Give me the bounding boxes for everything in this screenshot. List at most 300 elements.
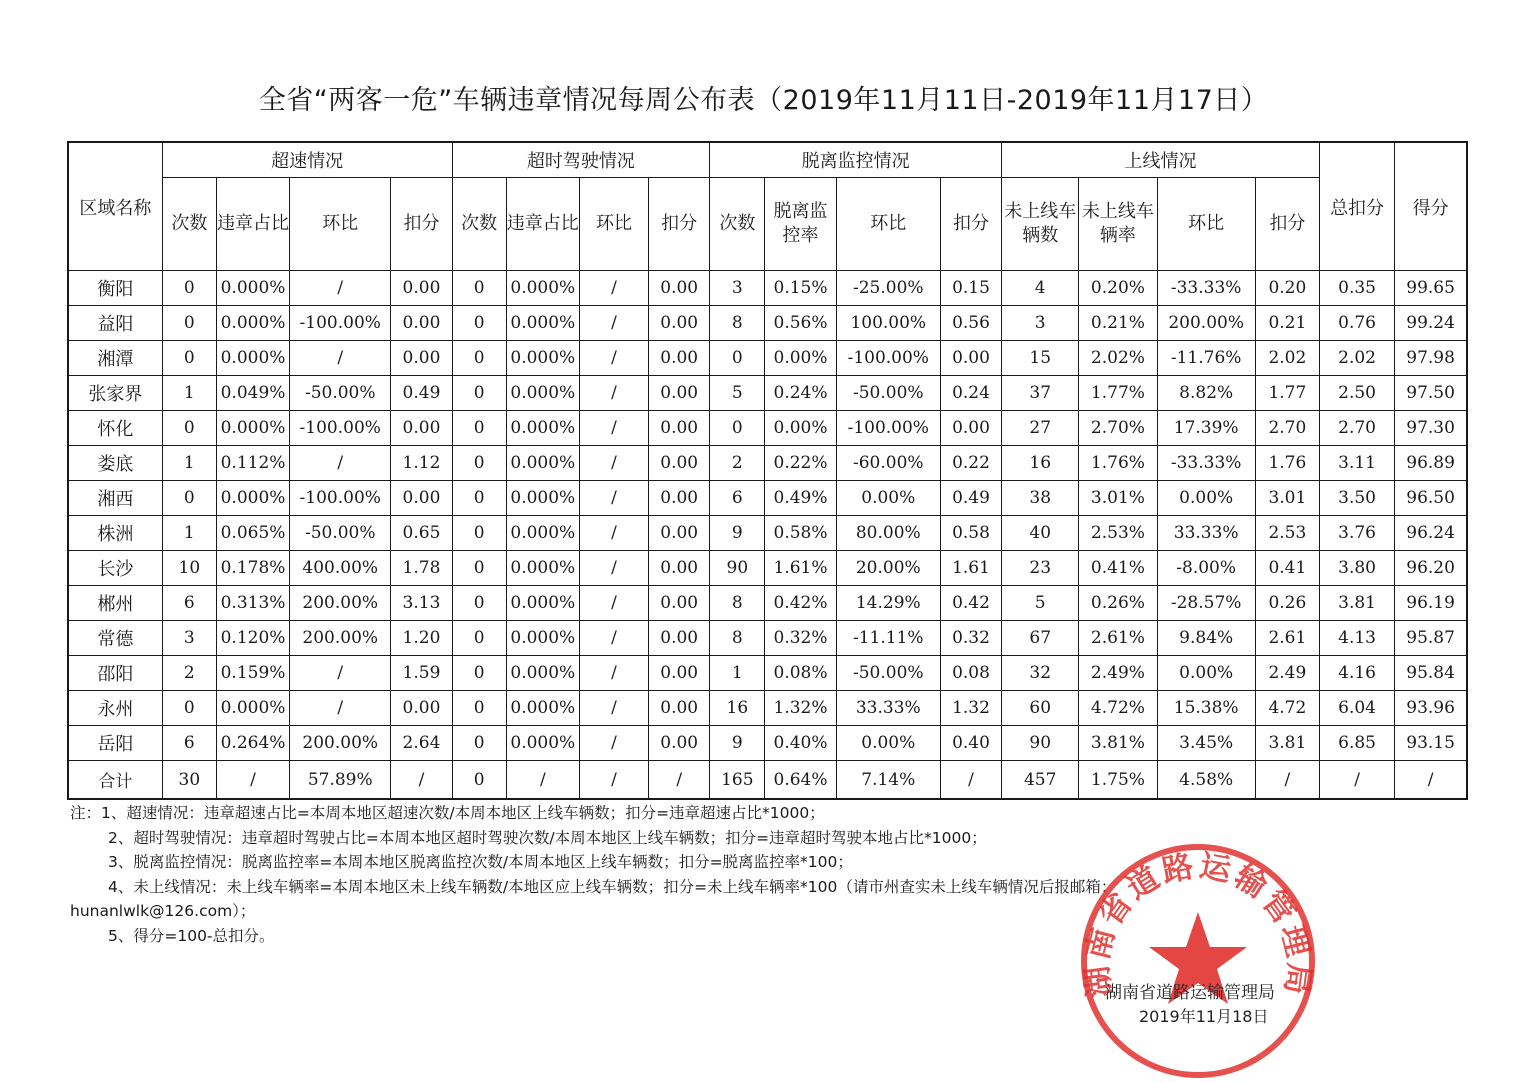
cell-overtime-deduct: 0.00 [649,551,710,586]
cell-overtime-ratio: 0.000% [506,341,579,376]
note-line: 5、得分=100-总扣分。 [108,926,275,945]
cell-overtime-mom: / [579,306,648,341]
cell-overtime-deduct: 0.00 [649,656,710,691]
cell-online-mom: 0.00% [1157,656,1255,691]
cell-online-deduct: 2.49 [1255,656,1319,691]
header-online-mom: 环比 [1157,178,1255,271]
cell-overtime-mom: / [579,481,648,516]
cell-speeding-ratio: 0.313% [216,586,289,621]
cell-online-deduct: 3.81 [1255,726,1319,761]
cell-region: 怀化 [68,411,162,446]
note-line: 4、未上线情况：未上线车辆率=本周本地区未上线车辆数/本地区应上线车辆数；扣分=未上线车辆率*100（请市州查实未上线车辆情况后报邮箱： [108,877,1117,896]
cell-offline-deduct: 0.24 [940,376,1001,411]
cell-online-mom: 200.00% [1157,306,1255,341]
cell-offline-rate: 0.32% [765,621,836,656]
cell-online-missing-rate: 2.02% [1079,341,1157,376]
total-speeding-deduct: / [391,761,452,800]
cell-overtime-ratio: 0.000% [506,621,579,656]
cell-overtime-count: 0 [452,341,506,376]
total-offline-deduct: / [940,761,1001,800]
cell-overtime-count: 0 [452,586,506,621]
cell-region: 益阳 [68,306,162,341]
table-row [68,306,1467,341]
cell-region: 邵阳 [68,656,162,691]
total-region: 合计 [68,761,162,800]
header-offline-mom: 环比 [836,178,940,271]
cell-online-missing: 16 [1002,446,1079,481]
cell-offline-count: 9 [710,516,765,551]
cell-online-deduct: 2.70 [1255,411,1319,446]
cell-overtime-count: 0 [452,551,506,586]
cell-online-missing-rate: 0.41% [1079,551,1157,586]
cell-region: 郴州 [68,586,162,621]
table-row [68,726,1467,761]
header-score: 得分 [1395,142,1467,271]
header-offline-deduct: 扣分 [940,178,1001,271]
cell-offline-count: 8 [710,621,765,656]
cell-speeding-mom: -100.00% [290,306,391,341]
cell-offline-count: 8 [710,306,765,341]
cell-speeding-mom: -100.00% [290,481,391,516]
header-speeding-mom: 环比 [290,178,391,271]
cell-overtime-mom: / [579,726,648,761]
cell-speeding-count: 0 [162,306,216,341]
cell-offline-mom: 20.00% [836,551,940,586]
cell-region: 衡阳 [68,271,162,306]
cell-speeding-ratio: 0.264% [216,726,289,761]
cell-offline-mom: -25.00% [836,271,940,306]
cell-online-missing-rate: 2.70% [1079,411,1157,446]
cell-speeding-mom: -100.00% [290,411,391,446]
cell-offline-mom: -60.00% [836,446,940,481]
table-row [68,516,1467,551]
cell-overtime-deduct: 0.00 [649,271,710,306]
cell-offline-rate: 0.42% [765,586,836,621]
cell-offline-mom: -50.00% [836,656,940,691]
cell-speeding-deduct: 2.64 [391,726,452,761]
cell-online-mom: -28.57% [1157,586,1255,621]
cell-total-deduct: 2.70 [1319,411,1394,446]
cell-online-missing-rate: 1.76% [1079,446,1157,481]
cell-total-deduct: 2.02 [1319,341,1394,376]
cell-total-deduct: 3.50 [1319,481,1394,516]
cell-online-mom: -11.76% [1157,341,1255,376]
total-offline-mom: 7.14% [836,761,940,800]
cell-score: 96.50 [1395,481,1467,516]
cell-offline-count: 1 [710,656,765,691]
cell-speeding-mom: -50.00% [290,516,391,551]
cell-online-missing: 67 [1002,621,1079,656]
cell-offline-count: 9 [710,726,765,761]
cell-total-deduct: 4.16 [1319,656,1394,691]
cell-offline-rate: 0.08% [765,656,836,691]
cell-offline-rate: 0.56% [765,306,836,341]
cell-overtime-mom: / [579,446,648,481]
cell-online-missing-rate: 1.77% [1079,376,1157,411]
cell-online-mom: 15.38% [1157,691,1255,726]
cell-speeding-ratio: 0.000% [216,691,289,726]
cell-speeding-ratio: 0.049% [216,376,289,411]
header-offline-count: 次数 [710,178,765,271]
cell-online-missing-rate: 2.61% [1079,621,1157,656]
cell-offline-deduct: 0.08 [940,656,1001,691]
cell-region: 湘西 [68,481,162,516]
cell-offline-mom: -100.00% [836,411,940,446]
header-online-missing: 未上线车辆数 [1002,178,1079,271]
cell-speeding-count: 0 [162,691,216,726]
cell-overtime-mom: / [579,376,648,411]
cell-region: 常德 [68,621,162,656]
cell-speeding-deduct: 1.59 [391,656,452,691]
cell-speeding-mom: / [290,341,391,376]
cell-online-missing-rate: 4.72% [1079,691,1157,726]
header-region: 区域名称 [68,142,162,271]
cell-speeding-count: 0 [162,341,216,376]
cell-total-deduct: 3.11 [1319,446,1394,481]
cell-overtime-mom: / [579,691,648,726]
cell-online-missing: 60 [1002,691,1079,726]
cell-overtime-deduct: 0.00 [649,586,710,621]
cell-online-mom: 8.82% [1157,376,1255,411]
table-row [68,586,1467,621]
cell-speeding-deduct: 0.00 [391,341,452,376]
cell-online-missing: 15 [1002,341,1079,376]
header-overtime: 超时驾驶情况 [452,142,710,178]
cell-score: 97.98 [1395,341,1467,376]
cell-online-missing: 32 [1002,656,1079,691]
cell-region: 湘潭 [68,341,162,376]
cell-online-deduct: 0.20 [1255,271,1319,306]
total-speeding-mom: 57.89% [290,761,391,800]
cell-overtime-ratio: 0.000% [506,586,579,621]
cell-speeding-count: 6 [162,586,216,621]
cell-offline-mom: 100.00% [836,306,940,341]
cell-online-mom: -33.33% [1157,446,1255,481]
cell-offline-rate: 1.32% [765,691,836,726]
cell-overtime-mom: / [579,341,648,376]
cell-overtime-count: 0 [452,516,506,551]
cell-overtime-mom: / [579,516,648,551]
cell-overtime-ratio: 0.000% [506,726,579,761]
cell-online-deduct: 0.21 [1255,306,1319,341]
cell-speeding-ratio: 0.159% [216,656,289,691]
table-row [68,376,1467,411]
table-row [68,341,1467,376]
cell-speeding-deduct: 0.49 [391,376,452,411]
cell-region: 张家界 [68,376,162,411]
cell-region: 岳阳 [68,726,162,761]
total-overtime-ratio: / [506,761,579,800]
cell-offline-rate: 0.22% [765,446,836,481]
cell-speeding-ratio: 0.112% [216,446,289,481]
cell-online-missing-rate: 0.26% [1079,586,1157,621]
cell-speeding-ratio: 0.000% [216,411,289,446]
cell-overtime-mom: / [579,551,648,586]
cell-online-mom: -8.00% [1157,551,1255,586]
cell-offline-deduct: 0.32 [940,621,1001,656]
cell-online-missing-rate: 3.01% [1079,481,1157,516]
svg-text:湖南省道路运输管理局: 湖南省道路运输管理局 [1078,847,1318,1000]
cell-speeding-mom: 200.00% [290,586,391,621]
cell-overtime-count: 0 [452,621,506,656]
cell-speeding-ratio: 0.178% [216,551,289,586]
total-online-mom: 4.58% [1157,761,1255,800]
cell-online-missing-rate: 0.20% [1079,271,1157,306]
cell-score: 96.24 [1395,516,1467,551]
cell-overtime-count: 0 [452,691,506,726]
note-line: 2、超时驾驶情况：违章超时驾驶占比=本周本地区超时驾驶次数/本周本地区上线车辆数；扣分=违章超时驾驶本地占比*1000； [108,828,987,847]
cell-offline-deduct: 0.40 [940,726,1001,761]
cell-overtime-deduct: 0.00 [649,726,710,761]
cell-offline-count: 2 [710,446,765,481]
cell-offline-deduct: 0.42 [940,586,1001,621]
total-row [68,761,1467,800]
cell-offline-deduct: 0.56 [940,306,1001,341]
cell-offline-count: 5 [710,376,765,411]
cell-offline-mom: 0.00% [836,481,940,516]
cell-speeding-ratio: 0.000% [216,481,289,516]
cell-speeding-mom: 400.00% [290,551,391,586]
total-offline-rate: 0.64% [765,761,836,800]
issuer-name: 湖南省道路运输管理局 [1105,983,1275,1003]
header-overtime-deduct: 扣分 [649,178,710,271]
cell-online-deduct: 2.61 [1255,621,1319,656]
cell-speeding-mom: -50.00% [290,376,391,411]
cell-offline-rate: 0.00% [765,341,836,376]
cell-speeding-mom: / [290,271,391,306]
cell-offline-rate: 0.40% [765,726,836,761]
cell-offline-mom: 80.00% [836,516,940,551]
cell-offline-rate: 0.00% [765,411,836,446]
total-online-missing: 457 [1002,761,1079,800]
cell-online-missing: 4 [1002,271,1079,306]
cell-offline-mom: -100.00% [836,341,940,376]
cell-offline-rate: 0.58% [765,516,836,551]
cell-score: 96.20 [1395,551,1467,586]
cell-region: 长沙 [68,551,162,586]
cell-overtime-count: 0 [452,446,506,481]
cell-online-missing: 40 [1002,516,1079,551]
cell-score: 99.65 [1395,271,1467,306]
cell-speeding-mom: / [290,691,391,726]
cell-overtime-deduct: 0.00 [649,621,710,656]
cell-total-deduct: 0.35 [1319,271,1394,306]
cell-overtime-count: 0 [452,726,506,761]
cell-overtime-ratio: 0.000% [506,376,579,411]
cell-score: 93.15 [1395,726,1467,761]
header-online-deduct: 扣分 [1255,178,1319,271]
table-row [68,481,1467,516]
cell-overtime-mom: / [579,656,648,691]
cell-online-deduct: 0.41 [1255,551,1319,586]
table-row [68,656,1467,691]
cell-online-deduct: 2.53 [1255,516,1319,551]
cell-online-deduct: 0.26 [1255,586,1319,621]
table-row [68,551,1467,586]
cell-online-deduct: 4.72 [1255,691,1319,726]
total-online-deduct: / [1255,761,1319,800]
cell-score: 96.19 [1395,586,1467,621]
cell-offline-mom: 33.33% [836,691,940,726]
cell-speeding-mom: / [290,656,391,691]
cell-total-deduct: 6.85 [1319,726,1394,761]
cell-score: 95.84 [1395,656,1467,691]
header-overtime-count: 次数 [452,178,506,271]
cell-speeding-count: 1 [162,516,216,551]
cell-speeding-count: 0 [162,271,216,306]
cell-speeding-count: 0 [162,481,216,516]
cell-overtime-count: 0 [452,656,506,691]
cell-online-mom: 0.00% [1157,481,1255,516]
cell-speeding-deduct: 1.12 [391,446,452,481]
cell-online-mom: 17.39% [1157,411,1255,446]
cell-online-missing-rate: 3.81% [1079,726,1157,761]
cell-online-missing-rate: 0.21% [1079,306,1157,341]
cell-offline-count: 3 [710,271,765,306]
cell-overtime-mom: / [579,411,648,446]
header-speeding-ratio: 违章占比 [216,178,289,271]
cell-speeding-ratio: 0.000% [216,271,289,306]
cell-score: 99.24 [1395,306,1467,341]
cell-total-deduct: 3.80 [1319,551,1394,586]
cell-online-missing: 37 [1002,376,1079,411]
cell-offline-count: 8 [710,586,765,621]
cell-overtime-mom: / [579,271,648,306]
official-seal [1077,840,1319,1082]
cell-overtime-count: 0 [452,271,506,306]
cell-online-mom: 33.33% [1157,516,1255,551]
cell-total-deduct: 6.04 [1319,691,1394,726]
cell-online-missing: 27 [1002,411,1079,446]
total-overtime-deduct: / [649,761,710,800]
header-total-deduct: 总扣分 [1319,142,1394,271]
cell-speeding-deduct: 1.78 [391,551,452,586]
cell-region: 娄底 [68,446,162,481]
cell-offline-deduct: 0.00 [940,411,1001,446]
cell-overtime-ratio: 0.000% [506,411,579,446]
cell-offline-count: 6 [710,481,765,516]
total-speeding-count: 30 [162,761,216,800]
cell-speeding-ratio: 0.065% [216,516,289,551]
total-offline-count: 165 [710,761,765,800]
cell-online-missing: 90 [1002,726,1079,761]
cell-offline-count: 0 [710,411,765,446]
cell-total-deduct: 3.81 [1319,586,1394,621]
cell-offline-rate: 0.15% [765,271,836,306]
cell-score: 95.87 [1395,621,1467,656]
cell-overtime-deduct: 0.00 [649,446,710,481]
cell-offline-mom: 0.00% [836,726,940,761]
cell-offline-mom: -50.00% [836,376,940,411]
cell-speeding-deduct: 0.65 [391,516,452,551]
cell-total-deduct: 2.50 [1319,376,1394,411]
cell-online-deduct: 1.76 [1255,446,1319,481]
page-title: 全省“两客一危”车辆违章情况每周公布表（2019年11月11日-2019年11月17日） [258,85,1269,116]
cell-online-missing: 5 [1002,586,1079,621]
cell-speeding-deduct: 0.00 [391,481,452,516]
cell-overtime-mom: / [579,586,648,621]
cell-speeding-deduct: 1.20 [391,621,452,656]
header-speeding-deduct: 扣分 [391,178,452,271]
cell-overtime-ratio: 0.000% [506,551,579,586]
header-overtime-ratio: 违章占比 [506,178,579,271]
header-online-missing-rate: 未上线车辆率 [1079,178,1157,271]
cell-speeding-count: 3 [162,621,216,656]
cell-speeding-count: 10 [162,551,216,586]
cell-speeding-mom: 200.00% [290,726,391,761]
header-speeding-count: 次数 [162,178,216,271]
cell-online-missing: 3 [1002,306,1079,341]
header-speeding: 超速情况 [162,142,452,178]
cell-overtime-ratio: 0.000% [506,271,579,306]
violation-table [67,141,1468,800]
total-overtime-mom: / [579,761,648,800]
cell-score: 97.50 [1395,376,1467,411]
cell-overtime-ratio: 0.000% [506,306,579,341]
header-offline: 脱离监控情况 [710,142,1002,178]
cell-online-missing: 38 [1002,481,1079,516]
cell-online-missing-rate: 2.53% [1079,516,1157,551]
cell-region: 永州 [68,691,162,726]
cell-offline-deduct: 0.22 [940,446,1001,481]
cell-total-deduct: 0.76 [1319,306,1394,341]
cell-speeding-deduct: 3.13 [391,586,452,621]
cell-offline-count: 90 [710,551,765,586]
cell-score: 93.96 [1395,691,1467,726]
header-offline-rate: 脱离监控率 [765,178,836,271]
cell-offline-count: 0 [710,341,765,376]
table-row [68,621,1467,656]
cell-overtime-ratio: 0.000% [506,516,579,551]
cell-overtime-ratio: 0.000% [506,481,579,516]
cell-overtime-count: 0 [452,376,506,411]
cell-score: 97.30 [1395,411,1467,446]
cell-overtime-deduct: 0.00 [649,341,710,376]
cell-speeding-deduct: 0.00 [391,691,452,726]
cell-overtime-mom: / [579,621,648,656]
cell-offline-rate: 1.61% [765,551,836,586]
cell-speeding-mom: / [290,446,391,481]
cell-speeding-ratio: 0.000% [216,306,289,341]
table-row [68,411,1467,446]
table-row [68,691,1467,726]
cell-overtime-deduct: 0.00 [649,376,710,411]
cell-region: 株洲 [68,516,162,551]
cell-online-mom: 9.84% [1157,621,1255,656]
cell-overtime-deduct: 0.00 [649,481,710,516]
note-line: 注：1、超速情况：违章超速占比=本周本地区超速次数/本周本地区上线车辆数；扣分=违章超速占比*1000； [70,804,825,822]
cell-offline-deduct: 0.15 [940,271,1001,306]
cell-overtime-ratio: 0.000% [506,656,579,691]
cell-overtime-count: 0 [452,306,506,341]
cell-speeding-mom: 200.00% [290,621,391,656]
cell-overtime-count: 0 [452,481,506,516]
cell-total-deduct: 3.76 [1319,516,1394,551]
cell-offline-deduct: 1.61 [940,551,1001,586]
header-online: 上线情况 [1002,142,1320,178]
cell-speeding-count: 2 [162,656,216,691]
cell-speeding-deduct: 0.00 [391,271,452,306]
cell-offline-rate: 0.24% [765,376,836,411]
cell-speeding-ratio: 0.120% [216,621,289,656]
cell-online-missing-rate: 2.49% [1079,656,1157,691]
cell-online-deduct: 2.02 [1255,341,1319,376]
cell-overtime-deduct: 0.00 [649,691,710,726]
cell-total-deduct: 4.13 [1319,621,1394,656]
cell-online-mom: -33.33% [1157,271,1255,306]
cell-speeding-count: 6 [162,726,216,761]
cell-overtime-ratio: 0.000% [506,691,579,726]
